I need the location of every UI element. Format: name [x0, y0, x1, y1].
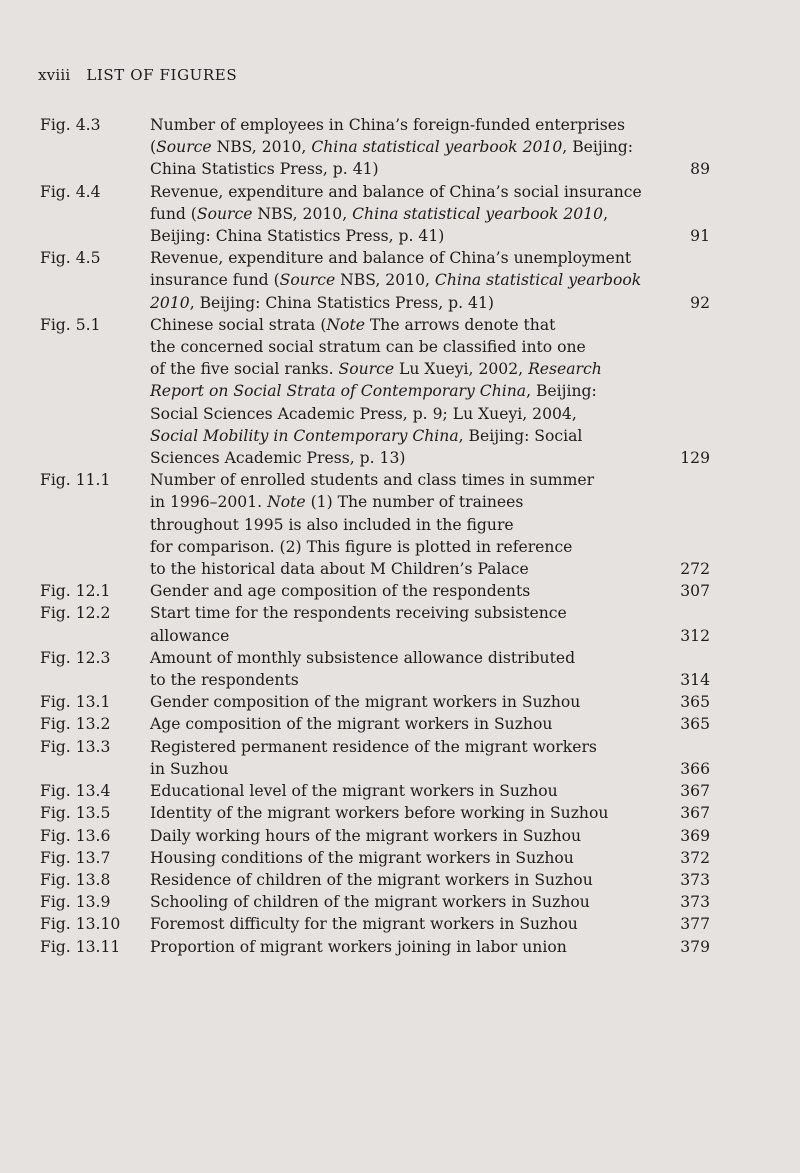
caption-line: [150, 136, 650, 158]
caption-line: [150, 514, 650, 536]
caption-text: The arrows denote that: [364, 315, 556, 334]
caption-line: [150, 758, 650, 780]
figure-list: [0, 114, 800, 958]
figure-number: Fig. 13.2: [40, 715, 111, 734]
figure-number: Fig. 12.3: [40, 648, 111, 667]
caption-line: [150, 181, 650, 203]
caption-text: Identity of the migrant workers before working in Suzhou: [150, 804, 609, 823]
caption-text: NBS, 2010,: [335, 271, 435, 290]
caption-line: [150, 158, 650, 180]
caption-text: , Beijing:: [526, 382, 597, 401]
caption-text: throughout 1995 is also included in the figure: [150, 515, 514, 534]
figure-number: Fig. 4.4: [40, 182, 101, 201]
caption-text: NBS, 2010,: [252, 204, 353, 223]
figure-number: Fig. 13.11: [40, 937, 121, 956]
caption-text: , Beijing: China Statistics Press, p. 41): [189, 293, 494, 312]
figure-caption: [150, 891, 650, 913]
page-number: 379: [680, 937, 710, 956]
caption-line: [150, 558, 650, 580]
figure-number: Fig. 13.6: [40, 826, 111, 845]
figure-number: Fig. 13.4: [40, 782, 111, 801]
figure-caption: [150, 936, 650, 958]
figure-entry: [0, 713, 800, 735]
caption-line: [150, 913, 650, 935]
figure-caption: [150, 647, 650, 691]
caption-italic-text: Source: [279, 271, 336, 290]
figure-entry: [0, 691, 800, 713]
figure-caption: [150, 736, 650, 780]
caption-text: fund (: [150, 204, 197, 223]
caption-line: [150, 292, 650, 314]
caption-text: Daily working hours of the migrant workers in Suzhou: [150, 826, 582, 845]
caption-italic-text: China statistical yearbook 2010: [352, 204, 604, 223]
caption-line: [150, 625, 650, 647]
caption-text: Gender and age composition of the respondents: [150, 582, 531, 601]
caption-text: allowance: [150, 626, 230, 645]
caption-italic-text: Report on Social Strata of Contemporary China: [150, 382, 527, 401]
caption-line: [150, 713, 650, 735]
figure-caption: [150, 869, 650, 891]
page-number: 373: [680, 870, 710, 889]
caption-text: Educational level of the migrant workers in Suzhou: [150, 782, 558, 801]
caption-text: Foremost difficulty for the migrant workers in Suzhou: [150, 915, 578, 934]
caption-line: [150, 269, 650, 291]
caption-line: [150, 247, 650, 269]
caption-text: Lu Xueyi, 2002,: [394, 360, 529, 379]
figure-caption: [150, 602, 650, 646]
header-title: LIST OF FIGURES: [86, 66, 238, 84]
caption-line: [150, 580, 650, 602]
figure-caption: [150, 825, 650, 847]
caption-text: Number of enrolled students and class times in summer: [150, 471, 595, 490]
figure-caption: [150, 181, 650, 248]
caption-text: Proportion of migrant workers joining in labor union: [150, 937, 567, 956]
page-number: 366: [680, 759, 710, 778]
caption-italic-text: Research: [528, 360, 602, 379]
figure-entry: [0, 247, 800, 314]
figure-entry: [0, 802, 800, 824]
page-number: 307: [680, 582, 710, 601]
figure-number: Fig. 13.10: [40, 915, 121, 934]
page-number: 367: [680, 782, 710, 801]
caption-line: [150, 736, 650, 758]
page-number: 369: [680, 826, 710, 845]
caption-line: [150, 447, 650, 469]
caption-line: [150, 602, 650, 624]
caption-text: Registered permanent residence of the migrant workers: [150, 737, 597, 756]
caption-italic-text: Note: [267, 493, 306, 512]
caption-line: [150, 825, 650, 847]
caption-text: Schooling of children of the migrant workers in Suzhou: [150, 893, 590, 912]
page-number: 312: [680, 626, 710, 645]
caption-line: [150, 336, 650, 358]
caption-text: Social Sciences Academic Press, p. 9; Lu Xueyi, 2004,: [150, 404, 577, 423]
caption-text: Start time for the respondents receiving subsistence: [150, 604, 567, 623]
figure-number: Fig. 13.8: [40, 870, 111, 889]
caption-text: Revenue, expenditure and balance of China’s social insurance: [150, 182, 642, 201]
caption-italic-text: Source: [196, 204, 253, 223]
caption-text: China Statistics Press, p. 41): [150, 160, 379, 179]
page-number: 365: [680, 715, 710, 734]
caption-italic-text: 2010: [150, 293, 190, 312]
caption-line: [150, 647, 650, 669]
figure-entry: [0, 114, 800, 181]
page-number: 365: [680, 693, 710, 712]
caption-text: , Beijing:: [562, 138, 633, 157]
caption-text: Revenue, expenditure and balance of China’s unemployment: [150, 249, 632, 268]
caption-line: [150, 847, 650, 869]
caption-text: Sciences Academic Press, p. 13): [150, 449, 406, 468]
page-number: 272: [680, 560, 710, 579]
caption-text: (1) The number of trainees: [305, 493, 524, 512]
caption-line: [150, 891, 650, 913]
figure-entry: [0, 891, 800, 913]
page-number: 314: [680, 671, 710, 690]
caption-line: [150, 691, 650, 713]
figure-number: Fig. 13.9: [40, 893, 111, 912]
figure-number: Fig. 4.5: [40, 249, 101, 268]
figure-caption: [150, 913, 650, 935]
figure-entry: [0, 602, 800, 646]
caption-italic-text: Note: [326, 315, 365, 334]
figure-number: Fig. 13.1: [40, 693, 111, 712]
figure-entry: [0, 736, 800, 780]
caption-text: NBS, 2010,: [211, 138, 312, 157]
figure-caption: [150, 114, 650, 181]
caption-line: [150, 669, 650, 691]
page-number: 372: [680, 848, 710, 867]
caption-text: Number of employees in China’s foreign-funded enterprises: [150, 116, 626, 134]
caption-line: [150, 114, 650, 136]
page-number: 91: [690, 227, 710, 246]
figure-entry: [0, 580, 800, 602]
caption-text: Age composition of the migrant workers in Suzhou: [150, 715, 553, 734]
figure-entry: [0, 314, 800, 469]
caption-text: Gender composition of the migrant workers in Suzhou: [150, 693, 581, 712]
figure-caption: [150, 314, 650, 469]
caption-italic-text: Source: [338, 360, 395, 379]
caption-text: Housing conditions of the migrant workers in Suzhou: [150, 848, 574, 867]
caption-text: in Suzhou: [150, 759, 229, 778]
figure-number: Fig. 4.3: [40, 116, 101, 134]
figure-entry: [0, 469, 800, 580]
caption-text: Residence of children of the migrant workers in Suzhou: [150, 870, 593, 889]
page-number: 373: [680, 893, 710, 912]
figure-number: Fig. 5.1: [40, 315, 101, 334]
caption-text: (: [150, 138, 157, 157]
caption-text: Beijing: China Statistics Press, p. 41): [150, 227, 445, 246]
caption-line: [150, 802, 650, 824]
figure-caption: [150, 247, 650, 314]
caption-line: [150, 203, 650, 225]
page-number: 129: [680, 449, 710, 468]
caption-text: , Beijing: Social: [458, 426, 583, 445]
figure-number: Fig. 13.3: [40, 737, 111, 756]
figure-caption: [150, 847, 650, 869]
caption-text: in 1996–2001.: [150, 493, 268, 512]
caption-text: to the historical data about M Children’s Palace: [150, 560, 529, 579]
caption-text: of the five social ranks.: [150, 360, 339, 379]
running-header: [38, 66, 237, 84]
page-number: 89: [690, 160, 710, 179]
figure-entry: [0, 869, 800, 891]
figure-number: Fig. 12.1: [40, 582, 111, 601]
caption-text: to the respondents: [150, 671, 299, 690]
figure-entry: [0, 780, 800, 802]
caption-italic-text: Source: [156, 138, 212, 157]
caption-italic-text: China statistical yearbook 2010: [311, 138, 563, 157]
caption-text: the concerned social stratum can be classified into one: [150, 338, 586, 357]
caption-text: for comparison. (2) This figure is plotted in reference: [150, 537, 573, 556]
figure-number: Fig. 13.5: [40, 804, 111, 823]
caption-text: Amount of monthly subsistence allowance distributed: [150, 648, 576, 667]
caption-text: ,: [603, 204, 609, 223]
page-number: 367: [680, 804, 710, 823]
caption-text: Chinese social strata (: [150, 315, 327, 334]
caption-line: [150, 780, 650, 802]
figure-entry: [0, 913, 800, 935]
figure-caption: [150, 580, 650, 602]
caption-line: [150, 469, 650, 491]
figure-number: Fig. 12.2: [40, 604, 111, 623]
figure-caption: [150, 469, 650, 580]
figure-entry: [0, 847, 800, 869]
caption-line: [150, 314, 650, 336]
figure-caption: [150, 691, 650, 713]
caption-line: [150, 491, 650, 513]
caption-line: [150, 403, 650, 425]
page-number: 377: [680, 915, 710, 934]
figure-caption: [150, 802, 650, 824]
figure-entry: [0, 825, 800, 847]
caption-line: [150, 536, 650, 558]
caption-line: [150, 225, 650, 247]
figure-number: Fig. 11.1: [40, 471, 111, 490]
figure-entry: [0, 181, 800, 248]
caption-italic-text: Social Mobility in Contemporary China: [150, 426, 459, 445]
figure-caption: [150, 780, 650, 802]
figure-entry: [0, 647, 800, 691]
figure-number: Fig. 13.7: [40, 848, 111, 867]
caption-text: insurance fund (: [150, 271, 280, 290]
caption-line: [150, 425, 650, 447]
caption-line: [150, 380, 650, 402]
page-number: 92: [690, 293, 710, 312]
caption-italic-text: China statistical yearbook: [434, 271, 642, 290]
page-label: xviii: [38, 66, 71, 84]
caption-line: [150, 936, 650, 958]
caption-line: [150, 869, 650, 891]
figure-caption: [150, 713, 650, 735]
caption-line: [150, 358, 650, 380]
figure-entry: [0, 936, 800, 958]
